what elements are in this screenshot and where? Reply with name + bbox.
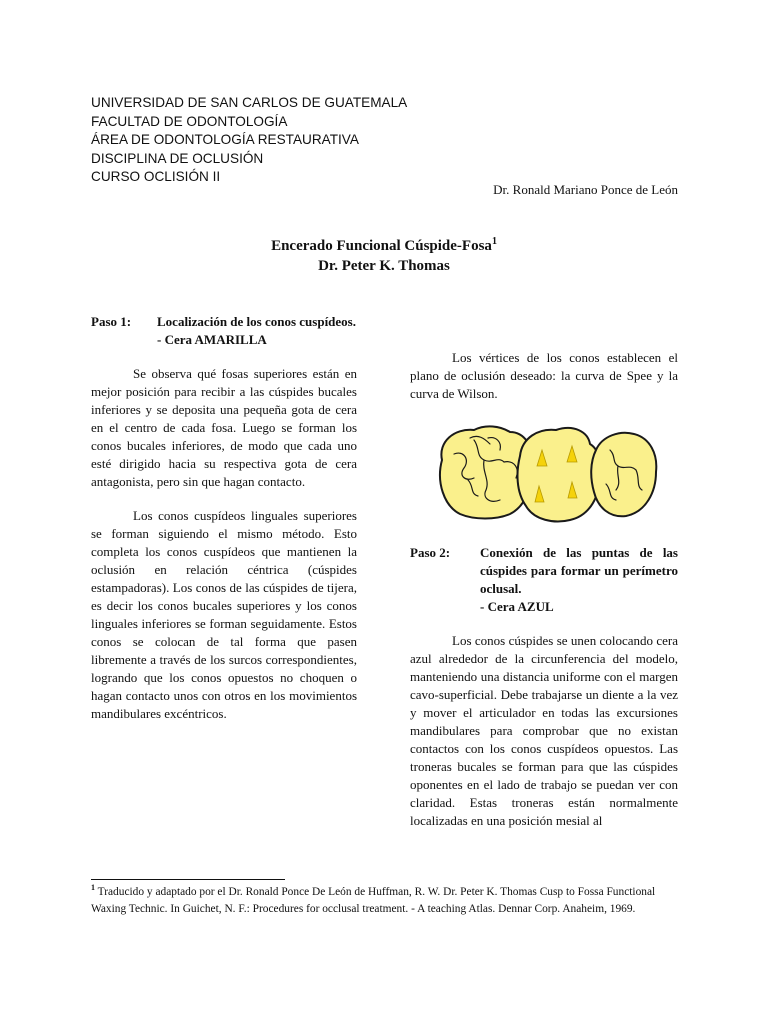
teeth-drawing — [430, 420, 662, 526]
step-1-heading — [91, 313, 357, 349]
title-subtitle: Dr. Peter K. Thomas — [318, 258, 450, 274]
step-2-wax-color: - Cera AZUL — [480, 599, 554, 614]
institution-header — [91, 94, 681, 187]
step-2-heading — [410, 544, 678, 616]
tooth-middle — [518, 428, 601, 522]
footnote-text: Traducido y adaptado por el Dr. Ronald Ponce De León de Huffman, R. W. Dr. Peter K. Thomas Cusp to Fossa Functional Waxing Technic. In Guichet, N. F.: Procedures for occlusal treatment. - A teaching Atlas. Dennar Corp. Anaheim, 1969. — [91, 886, 656, 915]
right-column-top — [410, 349, 678, 403]
author-name: Dr. Ronald Mariano Ponce de León — [493, 182, 678, 197]
step-1-continuation: Los vértices de los conos establecen el plano de oclusión deseado: la curva de Spee y la curva de Wilson. — [410, 350, 678, 401]
step-2-label: Paso 2: — [410, 545, 451, 560]
discipline-line: DISCIPLINA DE OCLUSIÓN — [91, 150, 264, 166]
step-1-title: Localización de los conos cuspídeos. — [157, 314, 356, 329]
step-1-paragraph-1: Se observa qué fosas superiores están en mejor posición para recibir a las cúspides bucales inferiores y se deposita una pequeña gota de cera en el centro de cada fosa. Luego se forman los conos bucales inferiores, de modo que cada uno esté dirigido hacia su respectiva gota de cera antagonista, pero sin que hagan contacto. — [91, 366, 357, 489]
step-1-paragraph-2: Los conos cuspídeos linguales superiores se forman siguiendo el mismo método. Esto completa los conos cuspídeos que mantienen la oclusión en relación céntrica (cúspides estampadoras). Los conos de las cúspides de tijera, es decir los conos bucales superiores y los conos linguales inferiores se forman seguidamente. Estos conos se colocan de tal forma que pasen libremente a través de los surcos correspondientes, logrando que los conos opuestos no choquen o hagan contacto unos con otros en los movimientos mandibulares excéntricos. — [91, 508, 357, 721]
teeth-wax-cones-illustration — [430, 420, 662, 526]
step-1-label: Paso 1: — [91, 314, 132, 329]
faculty-line: FACULTAD DE ODONTOLOGÍA — [91, 113, 288, 129]
course-line: CURSO OCLISIÓN II — [91, 169, 221, 184]
area-line: ÁREA DE ODONTOLOGÍA RESTAURATIVA — [91, 132, 359, 147]
step-2-paragraph: Los conos cúspides se unen colocando cera azul alrededor de la circunferencia del modelo, manteniendo una distancia uniforme con el margen cavo-superficial. Debe trabajarse un diente a la vez y mover el articulador en todas las excursiones mandibulares para comprobar que no existan contactos con los conos cuspídeos opuestos. Las troneras bucales se forman para que las cúspides oponentes en el lado de trabajo se puedan ver con claridad. Estas troneras están normalmente localizadas en una posición mesial al — [410, 633, 678, 828]
step-2-title: Conexión de las puntas de las cúspides para formar un perímetro oclusal. — [480, 545, 678, 596]
title-footnote-mark: 1 — [491, 236, 497, 247]
footnote-mark: 1 — [91, 883, 95, 893]
footnote — [91, 884, 679, 918]
tooth-right — [591, 433, 656, 516]
university-line: UNIVERSIDAD DE SAN CARLOS DE GUATEMALA — [91, 95, 408, 110]
footnote-separator — [91, 879, 285, 880]
left-column — [91, 313, 357, 739]
document-title — [91, 236, 677, 276]
step-1-wax-color: - Cera AMARILLA — [157, 332, 267, 347]
right-column-bottom — [410, 544, 678, 830]
title-main: Encerado Funcional Cúspide-Fosa — [271, 238, 492, 254]
